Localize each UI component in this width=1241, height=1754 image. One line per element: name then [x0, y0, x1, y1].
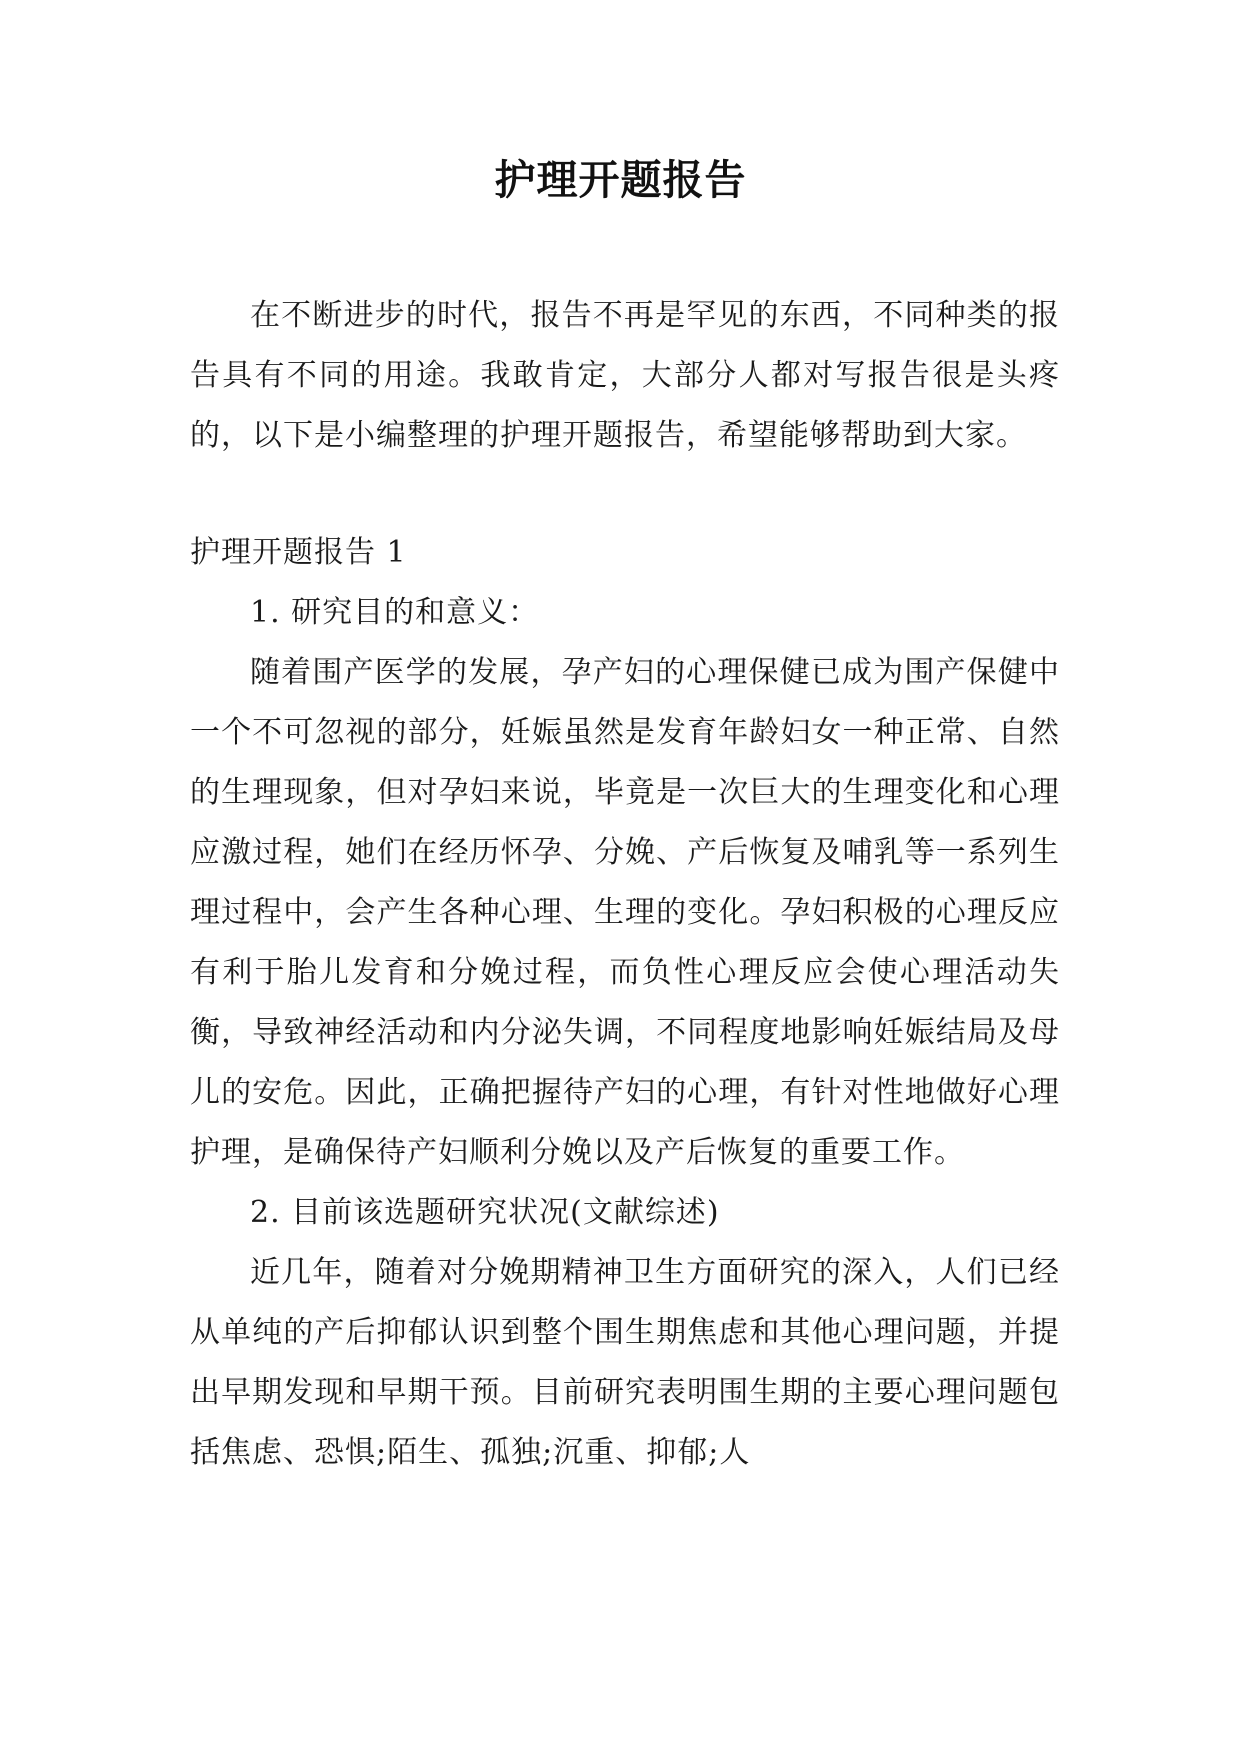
item2-paragraph: 近几年，随着对分娩期精神卫生方面研究的深入，人们已经从单纯的产后抑郁认识到整个围生期焦虑和其他心理问题，并提出早期发现和早期干预。目前研究表明围生期的主要心理问题包括焦虑、恐惧;陌生、孤独;沉重、抑郁;人 — [190, 1255, 1060, 1470]
section-title: 护理开题报告 1 — [190, 535, 407, 570]
paragraph-gap — [190, 466, 1060, 523]
item1-paragraph: 随着围产医学的发展，孕产妇的心理保健已成为围产保健中一个不可忽视的部分，妊娠虽然是发育年龄妇女一种正常、自然的生理现象，但对孕妇来说，毕竟是一次巨大的生理变化和心理应激过程，她们在经历怀孕、分娩、产后恢复及哺乳等一系列生理过程中，会产生各种心理、生理的变化。孕妇积极的心理反应有利于胎儿发育和分娩过程，而负性心理反应会使心理活动失衡，导致神经活动和内分泌失调，不同程度地影响妊娠结局及母儿的安危。因此，正确把握待产妇的心理，有针对性地做好心理护理，是确保待产妇顺利分娩以及产后恢复的重要工作。 — [190, 655, 1060, 1170]
document-body — [190, 286, 1060, 1483]
item1-heading: 1. 研究目的和意义： — [250, 595, 540, 630]
item2-heading: 2. 目前该选题研究状况(文献综述) — [250, 1195, 720, 1230]
document-title: 护理开题报告 — [494, 156, 747, 204]
intro-paragraph: 在不断进步的时代，报告不再是罕见的东西，不同种类的报告具有不同的用途。我敢肯定，大部分人都对写报告很是头疼的，以下是小编整理的护理开题报告，希望能够帮助到大家。 — [190, 298, 1060, 453]
